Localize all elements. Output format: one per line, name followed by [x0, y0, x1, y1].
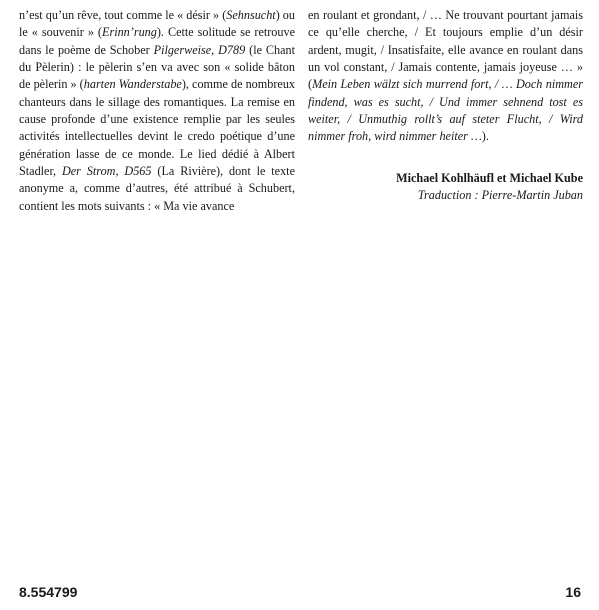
italic-text-segment: Sehnsucht: [226, 8, 276, 22]
right-text-column: [308, 7, 583, 146]
authors-line: Michael Kohlhäufl et Michael Kube: [396, 171, 583, 185]
translation-credit: Traduction : Pierre-Martin Juban: [417, 188, 583, 202]
text-segment: ).: [481, 129, 489, 144]
left-paragraph: [19, 7, 295, 215]
text-segment: en roulant et grondant, / … Ne trouvant pourtant jamais ce qu’elle cherche, / Et toujours emplie d’un désir ardent, mugit, / Insatisfaite, elle avance en roulant dans un vol constant, / Jamais contente, jamais joyeuse … » (: [308, 8, 583, 92]
text-segment: (le Chant du Pèlerin) : le pèlerin s’en va avec son « solide bâton de pèlerin » (: [19, 42, 296, 92]
catalog-number: 8.554799: [19, 584, 78, 600]
text-segment: n’est qu’un rêve, tout comme le « désir » (: [19, 8, 227, 22]
left-text-column: [19, 7, 295, 215]
text-segment: (La Rivière), dont le texte anonyme a, comme d’autres, été attribué à Schubert, contient les mots suivants : « Ma vie avance: [19, 164, 295, 213]
credits-block: [308, 170, 583, 204]
italic-text-segment: Pilgerweise, D789: [153, 42, 246, 57]
italic-text-segment: Erinn’rung: [102, 25, 157, 40]
right-paragraph: [308, 7, 583, 146]
italic-text-segment: Mein Leben wälzt sich murrend fort, / … Doch nimmer findend, was es sucht, / Und immer sehnend tost es weiter, / Unmuthig rollt’s auf steter Flucht, / Wird nimmer froh, wird nimmer heiter …: [308, 77, 583, 144]
italic-text-segment: harten Wanderstabe: [83, 77, 182, 92]
text-segment: ), comme de nombreux chanteurs dans le sillage des romantiques. La remise en cause profonde d’une existence remplie par les seules activités intellectuelles devint le credo poétique d’une génération lasse de ce monde. Le lied dédié à Albert Stadler,: [19, 77, 296, 179]
text-segment: ). Cette solitude se retrouve dans le poème de Schober: [19, 25, 295, 57]
text-segment: ) ou le « souvenir » (: [19, 8, 295, 40]
page-number: 16: [565, 584, 581, 600]
italic-text-segment: Der Strom, D565: [61, 164, 152, 179]
